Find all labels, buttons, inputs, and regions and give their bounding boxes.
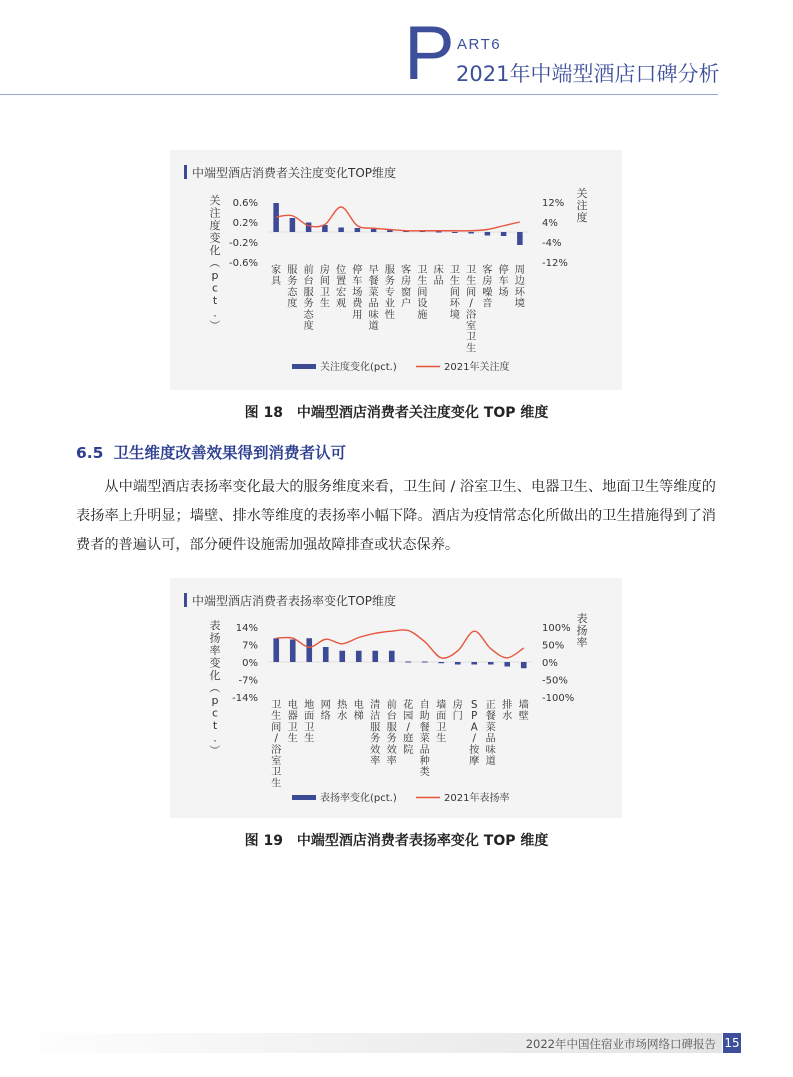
svg-text:间: 间 [417, 287, 428, 299]
svg-text:客: 客 [482, 265, 493, 276]
svg-text:环: 环 [514, 287, 525, 299]
bar [306, 638, 312, 662]
svg-text:业: 业 [384, 298, 395, 310]
svg-text:/: / [274, 733, 278, 745]
legend-bar-label: 关注度变化(pct.) [320, 362, 397, 373]
bar [389, 651, 395, 662]
bar [405, 662, 411, 663]
svg-text:户: 户 [401, 298, 412, 310]
category-label [436, 698, 446, 745]
svg-text:正: 正 [485, 700, 496, 711]
svg-text:注: 注 [209, 206, 221, 220]
left-axis-title [208, 194, 221, 331]
svg-text:早: 早 [368, 265, 379, 276]
svg-text:络: 络 [320, 711, 331, 723]
svg-text:P: P [471, 711, 478, 723]
category-label [466, 264, 477, 354]
left-axis-tick-label: -14% [232, 693, 258, 704]
svg-text:观: 观 [336, 298, 347, 310]
svg-text:生: 生 [466, 343, 477, 355]
right-axis-tick-label: 100% [542, 623, 571, 634]
bar [290, 640, 296, 663]
svg-text:服: 服 [303, 287, 314, 299]
right-axis-tick-label: -12% [542, 258, 568, 269]
svg-text:房: 房 [401, 276, 412, 288]
svg-text:间: 间 [449, 287, 460, 299]
svg-text:（: （ [208, 682, 222, 694]
bar [273, 638, 279, 662]
svg-text:/: / [406, 722, 410, 734]
category-label [453, 698, 463, 722]
bar [422, 662, 428, 663]
svg-text:电: 电 [287, 700, 298, 711]
svg-text:餐: 餐 [419, 722, 430, 734]
svg-text:化: 化 [209, 669, 221, 682]
svg-text:品: 品 [368, 298, 379, 310]
page-number: 15 [723, 1033, 741, 1053]
svg-text:房: 房 [452, 700, 463, 711]
svg-text:t: t [212, 294, 218, 307]
svg-text:服: 服 [287, 265, 298, 276]
category-label [352, 263, 363, 321]
svg-text:费: 费 [352, 298, 363, 310]
right-axis-tick-label: 12% [542, 198, 565, 209]
svg-text:生: 生 [287, 733, 298, 745]
svg-text:p: p [211, 269, 219, 282]
svg-text:具: 具 [271, 276, 282, 288]
svg-text:浴: 浴 [271, 744, 282, 756]
svg-text:关: 关 [209, 194, 221, 207]
svg-text:室: 室 [271, 756, 282, 767]
category-label [515, 264, 526, 310]
svg-text:热: 热 [337, 700, 348, 711]
right-axis-tick-label: -4% [542, 238, 562, 249]
svg-text:服: 服 [384, 265, 395, 276]
svg-text:）: ） [208, 744, 222, 756]
svg-text:位: 位 [336, 265, 347, 276]
part-label: ART6 [457, 36, 502, 53]
right-axis-tick-label: 4% [542, 218, 558, 229]
svg-text:务: 务 [386, 733, 397, 745]
left-axis-tick-label: -7% [238, 675, 258, 687]
svg-text:边: 边 [514, 276, 525, 288]
svg-text:墙: 墙 [518, 700, 529, 711]
svg-text:地: 地 [304, 700, 315, 711]
figure-18-caption: 图 18 中端型酒店消费者关注度变化 TOP 维度 [244, 405, 549, 421]
svg-text:（: （ [208, 257, 222, 269]
svg-text:种: 种 [419, 756, 430, 767]
svg-text:菜: 菜 [419, 733, 430, 745]
svg-text:卫: 卫 [271, 767, 282, 779]
svg-text:A: A [470, 722, 478, 734]
svg-text:菜: 菜 [368, 287, 379, 299]
svg-text:味: 味 [485, 744, 496, 756]
svg-text:/: / [472, 733, 476, 745]
svg-text:卫: 卫 [436, 722, 447, 734]
category-label [387, 698, 397, 767]
svg-text:窗: 窗 [401, 287, 412, 299]
bar [504, 662, 510, 667]
figure-18-chart [170, 150, 622, 390]
svg-text:率: 率 [370, 756, 381, 767]
bar [436, 232, 442, 233]
bar [339, 651, 345, 662]
svg-text:态: 态 [287, 287, 298, 299]
svg-text:施: 施 [417, 309, 428, 321]
bar [290, 218, 296, 232]
figure-19-svg [170, 578, 622, 818]
bar [438, 662, 444, 663]
svg-text:生: 生 [417, 276, 428, 288]
right-axis-tick-label: -50% [542, 675, 568, 687]
category-label [486, 699, 496, 767]
figure-18-svg [170, 150, 622, 390]
svg-text:房: 房 [482, 276, 493, 288]
svg-text:态: 态 [303, 309, 314, 321]
svg-text:停: 停 [498, 265, 509, 276]
left-axis-tick-label: -0.6% [228, 258, 258, 269]
svg-text:网: 网 [320, 700, 331, 711]
bar [485, 232, 491, 236]
svg-text:品: 品 [485, 733, 496, 745]
chart-title: 中端型酒店消费者表扬率变化TOP维度 [192, 594, 397, 608]
legend-line-label: 2021年表扬率 [444, 793, 510, 804]
category-label [304, 698, 314, 745]
svg-text:房: 房 [319, 265, 330, 276]
category-label [469, 700, 480, 767]
bar [338, 228, 344, 233]
category-label [321, 699, 331, 722]
svg-text:.: . [213, 306, 217, 320]
svg-text:服: 服 [386, 722, 397, 734]
svg-text:按: 按 [469, 744, 480, 756]
category-label [354, 698, 364, 722]
right-axis-title [577, 611, 588, 649]
svg-text:水: 水 [502, 711, 513, 723]
svg-text:性: 性 [384, 309, 395, 321]
svg-text:周: 周 [514, 265, 525, 276]
svg-text:墙: 墙 [436, 700, 447, 711]
svg-text:率: 率 [386, 756, 397, 767]
footer-report-title: 2022年中国住宿业市场网络口碑报告 [525, 1037, 716, 1051]
bar [521, 662, 527, 668]
left-axis-tick-label: 0% [242, 658, 258, 669]
category-label [336, 264, 346, 310]
right-axis-tick-label: 50% [542, 640, 565, 652]
svg-text:生: 生 [271, 711, 282, 723]
svg-text:用: 用 [352, 309, 363, 321]
svg-text:务: 务 [384, 276, 395, 288]
svg-text:化: 化 [209, 244, 221, 257]
svg-text:道: 道 [368, 321, 379, 332]
left-axis-tick-label: 7% [242, 640, 258, 652]
category-label [287, 264, 298, 310]
bar [488, 662, 494, 665]
bar [455, 662, 461, 665]
left-axis-title [208, 618, 221, 756]
left-axis-tick-label: 14% [235, 623, 258, 634]
svg-text:客: 客 [401, 265, 412, 276]
bar [323, 647, 329, 662]
svg-text:类: 类 [419, 767, 430, 779]
svg-text:面: 面 [304, 711, 315, 723]
svg-text:度: 度 [576, 211, 588, 224]
bar [501, 232, 507, 236]
bar [517, 232, 523, 245]
svg-text:道: 道 [485, 756, 496, 767]
svg-text:卫: 卫 [271, 700, 282, 711]
svg-text:服: 服 [370, 722, 381, 734]
section-heading [76, 441, 346, 463]
svg-text:率: 率 [576, 636, 588, 649]
svg-text:间: 间 [319, 276, 330, 288]
svg-text:卫: 卫 [304, 722, 315, 734]
right-axis-title [577, 187, 588, 224]
svg-text:水: 水 [337, 711, 348, 723]
svg-text:噪: 噪 [482, 287, 493, 299]
svg-text:车: 车 [498, 276, 509, 288]
category-label [385, 264, 395, 321]
category-label [499, 263, 509, 298]
category-label [403, 698, 413, 756]
right-axis-tick-label: 0% [542, 658, 558, 669]
svg-text:生: 生 [466, 276, 477, 288]
svg-text:境: 境 [449, 309, 460, 321]
svg-text:变: 变 [209, 231, 221, 245]
series-line [276, 630, 524, 658]
svg-text:专: 专 [384, 287, 395, 299]
svg-text:梯: 梯 [353, 711, 364, 723]
category-label [417, 264, 427, 321]
svg-text:卫: 卫 [287, 722, 298, 734]
category-label [502, 698, 512, 722]
svg-text:宏: 宏 [336, 287, 347, 299]
chart-title: 中端型酒店消费者关注度变化TOP维度 [192, 166, 397, 180]
svg-text:台: 台 [386, 711, 397, 723]
svg-text:生: 生 [304, 733, 315, 745]
svg-text:餐: 餐 [368, 276, 379, 288]
svg-text:摩: 摩 [469, 756, 480, 767]
category-label [482, 263, 492, 310]
svg-text:生: 生 [271, 778, 282, 790]
svg-text:生: 生 [319, 298, 330, 310]
svg-text:生: 生 [449, 276, 460, 288]
right-axis-tick-label: -100% [542, 693, 575, 704]
svg-text:助: 助 [419, 711, 430, 723]
svg-text:率: 率 [209, 644, 221, 657]
category-label [337, 698, 348, 722]
bar [371, 229, 377, 232]
legend-bar-swatch [292, 795, 316, 800]
svg-text:务: 务 [303, 298, 314, 310]
svg-text:效: 效 [370, 744, 381, 756]
bar [471, 662, 477, 665]
svg-text:效: 效 [386, 744, 397, 756]
category-label [288, 698, 298, 745]
section-title: 卫生维度改善效果得到消费者认可 [113, 444, 346, 462]
section-number: 6.5 [76, 444, 104, 462]
svg-text:自: 自 [419, 700, 430, 711]
svg-text:t: t [212, 719, 218, 732]
category-label [401, 263, 411, 310]
svg-text:院: 院 [403, 744, 414, 756]
left-axis-tick-label: -0.2% [228, 238, 258, 249]
svg-text:c: c [211, 706, 219, 720]
figure-19-caption: 图 19 中端型酒店消费者表扬率变化 TOP 维度 [244, 833, 549, 849]
bar [452, 232, 458, 233]
svg-text:电: 电 [353, 700, 364, 711]
svg-text:度: 度 [287, 298, 298, 310]
svg-text:表: 表 [576, 612, 588, 625]
category-label [434, 263, 444, 287]
header-rule [0, 94, 718, 95]
bar [356, 651, 362, 662]
svg-text:/: / [469, 298, 473, 310]
svg-text:庭: 庭 [403, 733, 414, 745]
category-label [519, 698, 529, 722]
part-letter: P [404, 11, 455, 96]
bar [355, 228, 361, 232]
svg-text:间: 间 [271, 722, 282, 734]
category-label [369, 264, 379, 332]
chart-title-accent [184, 593, 187, 607]
series-line [276, 207, 520, 231]
svg-text:洁: 洁 [370, 711, 381, 723]
svg-text:场: 场 [352, 287, 363, 299]
chapter-title: 2021年中端型酒店口碑分析 [456, 62, 720, 86]
bar [306, 223, 312, 233]
svg-text:境: 境 [514, 298, 525, 310]
svg-text:花: 花 [403, 700, 414, 711]
svg-text:场: 场 [498, 287, 509, 299]
svg-text:床: 床 [433, 265, 444, 276]
left-axis-tick-label: 0.6% [232, 198, 258, 209]
bar [273, 203, 279, 232]
svg-text:务: 务 [370, 733, 381, 745]
chart-title-accent [184, 165, 187, 179]
category-label [450, 264, 461, 321]
category-label [370, 698, 380, 767]
figure-19-chart [170, 578, 622, 818]
category-label [271, 699, 282, 789]
svg-text:排: 排 [502, 700, 513, 711]
svg-text:）: ） [208, 319, 222, 331]
svg-text:餐: 餐 [485, 711, 496, 723]
svg-text:置: 置 [336, 276, 347, 288]
svg-text:设: 设 [417, 298, 428, 310]
svg-text:关: 关 [576, 187, 588, 200]
svg-text:表: 表 [209, 619, 221, 632]
svg-text:壁: 壁 [518, 711, 529, 723]
svg-text:浴: 浴 [466, 309, 477, 321]
legend-bar-label: 表扬率变化(pct.) [320, 793, 397, 804]
svg-text:生: 生 [436, 733, 447, 745]
svg-text:务: 务 [287, 276, 298, 288]
category-label [304, 263, 315, 332]
svg-text:扬: 扬 [209, 631, 221, 645]
svg-text:c: c [211, 281, 219, 295]
svg-text:前: 前 [303, 265, 314, 276]
category-label [271, 263, 282, 287]
bar [468, 232, 474, 234]
svg-text:间: 间 [466, 287, 477, 299]
svg-text:清: 清 [370, 700, 381, 711]
svg-text:注: 注 [576, 199, 588, 212]
svg-text:家: 家 [271, 265, 282, 276]
svg-text:音: 音 [482, 298, 493, 310]
svg-text:品: 品 [419, 744, 430, 756]
bar [372, 651, 378, 662]
svg-text:前: 前 [386, 700, 397, 711]
svg-text:品: 品 [433, 276, 444, 288]
legend-bar-swatch [292, 364, 316, 369]
svg-text:菜: 菜 [485, 722, 496, 734]
svg-text:卫: 卫 [466, 265, 477, 276]
svg-text:.: . [213, 731, 217, 745]
svg-text:度: 度 [303, 321, 314, 332]
svg-text:卫: 卫 [449, 265, 460, 276]
svg-text:室: 室 [466, 321, 477, 332]
svg-text:变: 变 [209, 656, 221, 670]
svg-text:S: S [471, 700, 478, 711]
category-label [420, 698, 430, 778]
svg-text:卫: 卫 [466, 332, 477, 344]
svg-text:面: 面 [436, 711, 447, 723]
body-paragraph: 从中端型酒店表扬率变化最大的服务维度来看，卫生间 / 浴室卫生、电器卫生、地面卫生等维度的表扬率上升明显；墙壁、排水等维度的表扬率小幅下降。酒店为疫情常态化所做出的卫生措施得到了消费者的普遍认可，部分硬件设施需加强故障排查或状态保养。 [76, 479, 716, 553]
svg-text:门: 门 [452, 711, 463, 723]
svg-text:卫: 卫 [319, 287, 330, 299]
svg-text:卫: 卫 [417, 265, 428, 276]
svg-text:车: 车 [352, 276, 363, 288]
svg-text:味: 味 [368, 309, 379, 321]
svg-text:扬: 扬 [576, 624, 588, 637]
svg-text:台: 台 [303, 276, 314, 288]
svg-text:器: 器 [287, 711, 298, 723]
svg-text:度: 度 [209, 219, 221, 232]
legend-line-label: 2021年关注度 [444, 362, 510, 373]
svg-text:环: 环 [449, 298, 460, 310]
category-label [320, 263, 330, 310]
svg-text:p: p [211, 694, 219, 707]
svg-text:停: 停 [352, 265, 363, 276]
left-axis-tick-label: 0.2% [232, 218, 258, 229]
svg-text:园: 园 [403, 711, 414, 723]
